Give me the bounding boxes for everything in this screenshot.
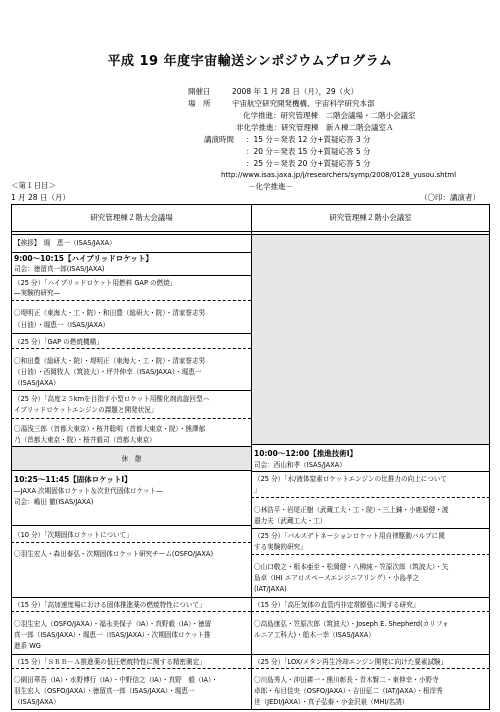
time-rule-3: ：25 分＝発表 20 分+質疑応答 5 分 — [246, 159, 371, 168]
talk-3-title-2: イブリッドロケットエンジンの課題と開発状況」 — [14, 406, 158, 414]
talk-2-title: （25 分）「GAP の燃焼機構」 — [14, 338, 103, 346]
talk-r4-authors-3: 世（JEDI/JAXA）・真子弘泰・小金沢泉（MHI/名誘） — [254, 698, 409, 706]
talk-r1-authors: 〇林浩平・岩尾正樹（武蔵工大・工・院）・三上錬・小鹿原健・渡 — [254, 506, 449, 514]
talk-6-authors-2: 羽生宏人（OSFO/JAXA）・徳留真一郎（ISAS/JAXA）・堀恵一 — [14, 687, 195, 695]
day-date: 1 月 28 日（月） — [11, 193, 70, 202]
talk-6-authors-3: （ISAS/JAXA） — [14, 698, 60, 706]
row-divider — [11, 234, 251, 235]
talk-r2-authors-3: (IAT/JAXA) — [254, 585, 287, 593]
greeting: 【挨拶】 堀 恵一（ISAS/JAXA） — [14, 239, 116, 247]
talk-2-authors: 〇和田豊（総研大・院）・堤明正（東海大・工・院）・清家誉志男 — [14, 357, 206, 365]
talk-5-title: （15 分）「高加速度場における固体推進薬の燃焼特性について」 — [14, 601, 206, 609]
row-divider — [11, 597, 251, 598]
row-divider — [11, 418, 251, 419]
talk-2-authors-3: （ISAS/JAXA） — [14, 379, 60, 387]
place-label: 場 所 — [188, 99, 211, 108]
row-divider — [11, 252, 251, 253]
talk-r2-title: （25 分）「パルスデトネーションロケット用自律駆動バルブに関 — [254, 532, 445, 540]
talk-r1-authors-2: 邉力夫（武蔵工大・工） — [254, 517, 327, 525]
row-divider — [251, 471, 490, 472]
talk-1-authors: 〇堤明正（東海大・工・院）・和田豊（総研大・院）・清家誉志男 — [14, 309, 206, 317]
session-1-title: 9:00～10:15【ハイブリッドロケット】 — [14, 254, 153, 263]
row-divider — [11, 611, 251, 612]
talk-6-authors: 〇園田華吾（IA）・水野博行（IA）・中野信之（IA）・真野 毅（IA）・ — [14, 676, 218, 684]
place-nonchem: 非化学推進：研究管理棟 新Ａ棟二階会議室Ａ — [236, 123, 394, 132]
row-divider — [11, 390, 251, 391]
talk-1-subtitle: ―実験的研究― — [14, 289, 61, 297]
talk-5-authors-2: 真一郎（ISAS/JAXA）・堀恵一（ISAS/JAXA）・次期固体ロケット推 — [14, 631, 211, 639]
talk-1-authors-2: （日油）・堀恵一（ISAS/JAXA） — [14, 321, 110, 329]
section-label: －化学推進－ — [248, 182, 293, 191]
row-divider — [251, 611, 490, 612]
session-2-subtitle: ―JAXA 次期固体ロケット＆次世代固体ロケット― — [14, 487, 163, 495]
row-divider — [11, 542, 251, 543]
talk-r2-authors-2: 島卓（IHI エアロスペースエンジニアリング）・小島孝之 — [254, 574, 420, 582]
row-divider — [11, 300, 251, 301]
talk-r3-authors: 〇高島康弘・笠原次郎（筑波大）・Joseph E. Shepherd(カリフォ — [254, 620, 449, 628]
session-3-title: 10:00～12:00【推進技術Ⅰ】 — [254, 449, 358, 458]
row-divider — [11, 668, 251, 669]
talk-4-title: （10 分）「次期固体ロケットについて」 — [14, 531, 133, 539]
session-2-title: 10:25～11:45【固体ロケットⅠ】 — [14, 475, 132, 484]
talk-2-authors-2: （日油）・西岡牧人（筑波大）・坪井伸幸（ISAS/JAXA）・堀恵一 — [14, 368, 202, 376]
time-rule-2: ：20 分＝発表 15 分+質疑応答 5 分 — [246, 147, 371, 156]
talk-5-authors-3: 進系 WG — [14, 642, 41, 650]
day-label: ＜第１日目＞ — [11, 181, 56, 190]
row-divider — [251, 497, 490, 498]
legend-note: （〇印：講演者） — [420, 193, 480, 202]
talk-r3-title: （15 分）「高圧気体の直管内非定常膨張に関する研究」 — [254, 601, 420, 609]
url-link[interactable]: http://www.isas.jaxa.jp/j/researchers/symp/2008/0128_yusou.shtml — [221, 171, 457, 179]
row-divider — [11, 275, 251, 276]
talk-6-title: （15 分）「ＳＲＢ－Ａ推進薬の低圧燃焼特性に関する精密測定」 — [14, 658, 206, 666]
row-divider — [11, 333, 251, 334]
row-divider — [251, 597, 490, 598]
row-divider — [251, 528, 490, 529]
session-2-chair: 司会：嶋田 徹(ISAS/JAXA) — [14, 498, 94, 506]
talk-r1-title-2: 」 — [254, 486, 261, 494]
talk-r4-title: （25 分）「LOX/メタン再生冷却エンジン開発に向けた要素試験」 — [254, 658, 448, 666]
talk-r4-authors: 〇川島秀人・沖田耕一・熊川彰長・青木賢二・東伸幸・小野寺 — [254, 676, 439, 684]
talk-r4-authors-2: 卓郎・布目佳央（OSFO/JAXA）・吉田征二（IAT/JAXA）・根岸秀 — [254, 687, 443, 695]
break-label: 休 憩 — [121, 455, 142, 463]
place-value: 宇宙航空研究開発機構、宇宙科学研究本部 — [232, 99, 375, 108]
right-empty-block — [251, 234, 490, 445]
row-divider — [11, 348, 251, 349]
talk-r1-title: （25 分）「水/液体窒素ロケットエンジンの比推力の向上について — [254, 475, 447, 483]
talk-r2-title-2: する実験的研究」 — [254, 543, 307, 551]
date-value: 2008 年 1 月 28 日（月），29（火） — [232, 87, 359, 96]
talk-r3-authors-2: ルニア工科大)・船木一幸（ISAS/JAXA） — [254, 631, 375, 639]
session-1-chair: 司会：徳留真一郎(ISAS/JAXA) — [14, 265, 105, 273]
talk-4-authors: 〇羽生宏人・森田泰弘・次期固体ロケット研究チーム(OSFO/JAXA) — [14, 550, 214, 558]
col-header-left: 研究管理棟２階大会議場 — [11, 204, 252, 232]
talk-3-title: （25 分）「高度２５kmを目指す小型ロケット用酸化剤流旋回型ハ — [14, 395, 210, 403]
row-divider — [11, 525, 251, 526]
row-divider — [251, 668, 490, 669]
row-divider — [251, 654, 490, 655]
talk-1-title: （25 分）「ハイブリッドロケット用燃料 GAP の燃焼」 — [14, 279, 177, 287]
time-label: 講演時間 — [204, 135, 234, 144]
col-header-right: 研究管理棟２階小会議室 — [251, 204, 490, 232]
row-divider — [251, 554, 490, 555]
talk-3-authors: 〇湯浅三郎（首都大東京）・桜井聡明（首都大東京・院）・熊澤郁 — [14, 425, 206, 433]
talk-5-authors: 〇羽生宏人（OSFO/JAXA）・福永美保子（IA）・真野毅（IA）・徳留 — [14, 620, 212, 628]
time-rule-1: ：15 分＝発表 12 分+質疑応答 3 分 — [246, 135, 371, 144]
row-divider — [11, 654, 251, 655]
talk-r2-authors: 〇山口敬之・根本亜至・松岡健・八柳純・笠原次郎（筑波大）・矢 — [254, 563, 449, 571]
column-divider — [251, 204, 252, 710]
date-label: 開催日 — [188, 87, 211, 96]
session-3-chair: 司会：西山和孝（ISAS/JAXA） — [254, 461, 346, 469]
talk-3-authors-2: 乃（首都大東京・院）・桜井毅司（首都大東京） — [14, 436, 156, 444]
place-chem: 化学推進：研究管理棟 二階会議場・二階小会議室 — [243, 111, 416, 120]
page-title: 平成 19 年度宇宙輸送シンポジウムプログラム — [107, 54, 393, 69]
